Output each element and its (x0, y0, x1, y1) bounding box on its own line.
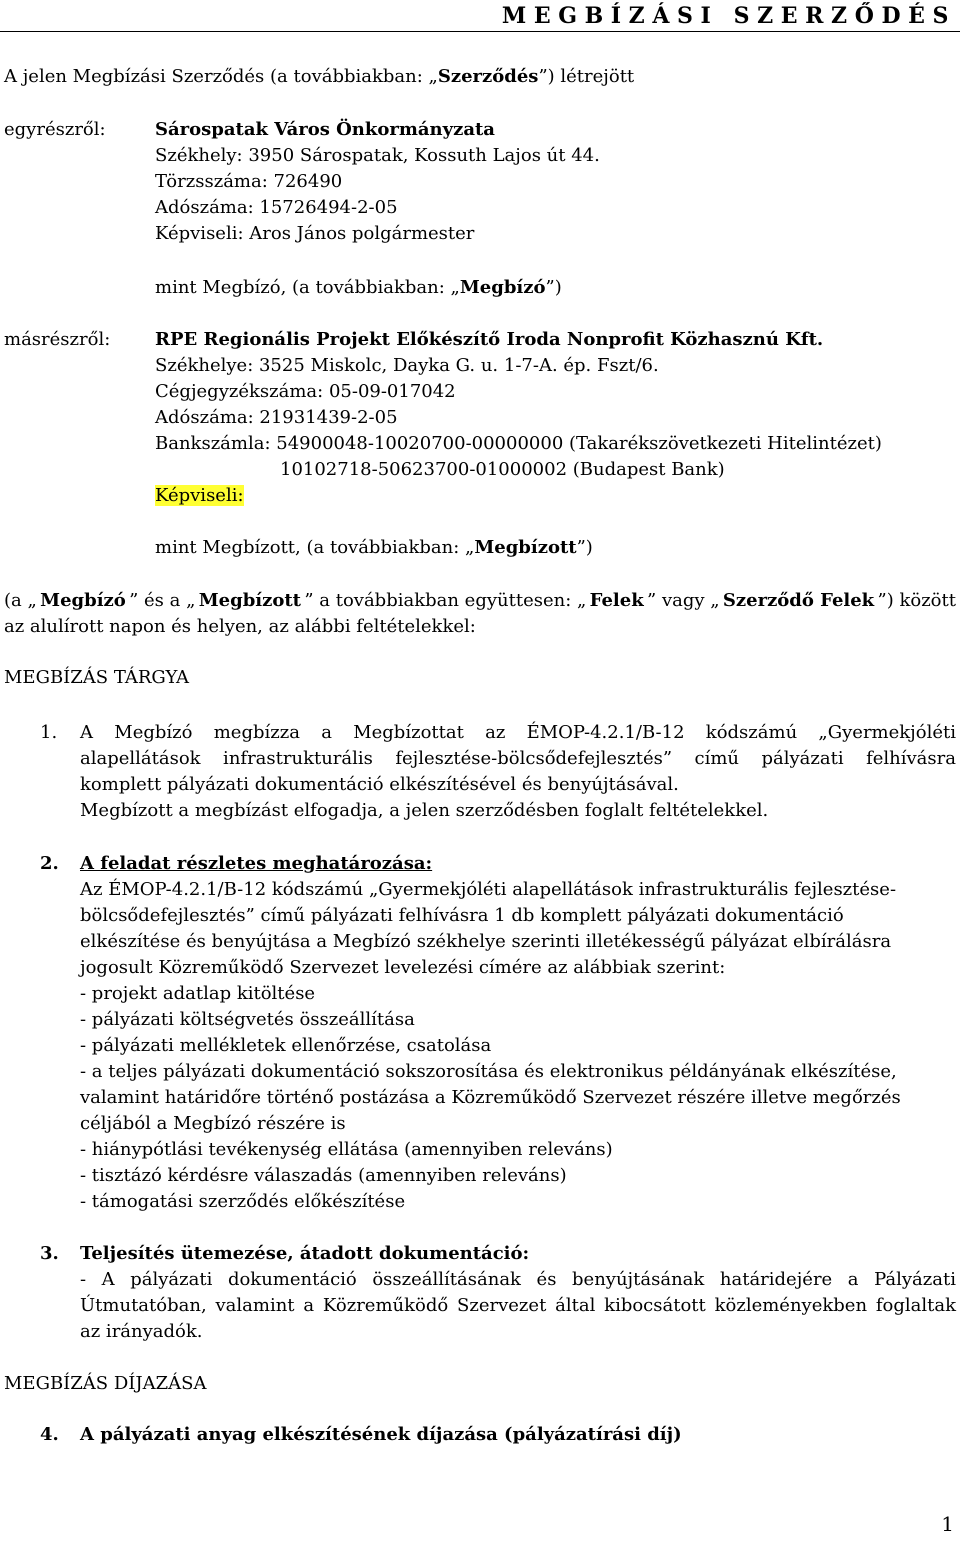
party1-side-label: egyrészről: (4, 119, 106, 140)
item1-number: 1. (40, 722, 58, 743)
section-heading-fee: MEGBÍZÁS DÍJAZÁSA (4, 1373, 207, 1394)
party2-line: Székhelye: 3525 Miskolc, Dayka G. u. 1-7-A. ép. Fszt/6. (155, 355, 659, 376)
party2-role-term: Megbízott (474, 537, 577, 558)
party2-line: Cégjegyzékszáma: 05-09-017042 (155, 381, 456, 402)
party2-line: Bankszámla: 54900048-10020700-00000000 (Takarékszövetkezeti Hitelintézet) (155, 433, 882, 454)
intro-term: Szerződés (437, 66, 539, 87)
section-heading-subject: MEGBÍZÁS TÁRGYA (4, 667, 189, 688)
item2-line: - tisztázó kérdésre válaszadás (amennyiben releváns) (80, 1165, 567, 1186)
party2-name: RPE Regionális Projekt Előkészítő Iroda Nonprofit Közhasznú Kft. (155, 329, 824, 350)
item2-heading: A feladat részletes meghatározása: (80, 853, 433, 874)
item2-number: 2. (40, 853, 59, 874)
item2-line: - hiánypótlási tevékenység ellátása (amennyiben releváns) (80, 1139, 613, 1160)
joint-term: Szerződő Felek (722, 590, 875, 611)
party1-role-text: mint Megbízó, (a továbbiakban: „ (155, 277, 460, 298)
intro-suffix: ”) létrejött (538, 66, 635, 87)
joint-text: (a „ (4, 590, 37, 611)
item2-line: elkészítése és benyújtása a Megbízó székhelye szerinti illetékességű pályázat elbírálásra (80, 931, 892, 952)
item2-line: - a teljes pályázati dokumentáció sokszorosítása és elektronikus példányának elkészítése, (80, 1061, 897, 1082)
party2-representative (155, 483, 244, 509)
joint-line (4, 588, 956, 614)
party2-role-suffix: ”) (576, 537, 593, 558)
party1-details (155, 143, 600, 247)
item4-heading: A pályázati anyag elkészítésének díjazása (pályázatírási díj) (80, 1424, 682, 1445)
party2-details (155, 353, 882, 457)
party1-role (155, 275, 562, 301)
party1-line: Adószáma: 15726494-2-05 (155, 197, 398, 218)
joint-text: ” és a „ (129, 590, 196, 611)
party2-side-label: másrészről: (4, 329, 111, 350)
item2-body (80, 877, 901, 1215)
party2-role-text: mint Megbízott, (a továbbiakban: „ (155, 537, 475, 558)
item2-line: - támogatási szerződés előkészítése (80, 1191, 406, 1212)
joint-text: ” a továbbiakban együttesen: „ (304, 590, 587, 611)
party2-bank2: 10102718-50623700-01000002 (Budapest Bank) (280, 459, 725, 480)
representative-label: Képviseli: (155, 485, 244, 506)
party1-line: Székhely: 3950 Sárospatak, Kossuth Lajos út 44. (155, 145, 600, 166)
item3-heading: Teljesítés ütemezése, átadott dokumentáció: (80, 1243, 530, 1264)
joint-text: ” vagy „ (647, 590, 720, 611)
party2-role (155, 535, 593, 561)
item1-paragraph2: Megbízott a megbízást elfogadja, a jelen szerződésben foglalt feltételekkel. (80, 800, 769, 821)
party1-role-term: Megbízó (459, 277, 546, 298)
party1-line: Törzsszáma: 726490 (155, 171, 343, 192)
party1-name: Sárospatak Város Önkormányzata (155, 119, 495, 140)
item3-paragraph: - A pályázati dokumentáció összeállításának és benyújtásának határidejére a Pályázati Útmutatóban, valamint a Közreműködő Szervezet által kibocsátott közleményekben foglaltak az irányadók. (80, 1269, 956, 1342)
joint-term: Felek (589, 590, 644, 611)
item2-line: jogosult Közreműködő Szervezet levelezési címére az alábbiak szerint: (80, 957, 726, 978)
intro-text: A jelen Megbízási Szerződés (a továbbiakban: „ (4, 66, 438, 87)
item2-line: céljából a Megbízó részére is (80, 1113, 346, 1134)
item2-line: valamint határidőre történő postázása a Közreműködő Szervezet részére illetve megőrzés (80, 1087, 901, 1108)
item4-number: 4. (40, 1424, 59, 1445)
item2-line: - pályázati költségvetés összeállítása (80, 1009, 415, 1030)
item3-number: 3. (40, 1243, 59, 1264)
item2-line: - projekt adatlap kitöltése (80, 983, 316, 1004)
joint-text: ”) között (877, 590, 956, 611)
joint-term: Megbízott (198, 590, 301, 611)
intro-line (4, 64, 634, 90)
party1-role-suffix: ”) (545, 277, 562, 298)
item2-line: bölcsődefejlesztés” című pályázati felhívásra 1 db komplett pályázati dokumentáció (80, 905, 844, 926)
title-rule (0, 31, 960, 32)
joint-line2: az alulírott napon és helyen, az alábbi feltételekkel: (4, 616, 476, 637)
document-title: MEGBÍZÁSI SZERZŐDÉS (501, 3, 956, 29)
item2-line: Az ÉMOP-4.2.1/B-12 kódszámú „Gyermekjóléti alapellátások infrastrukturális fejlesztése- (80, 879, 897, 900)
item2-line: - pályázati mellékletek ellenőrzése, csatolása (80, 1035, 492, 1056)
page-number: 1 (941, 1512, 954, 1536)
party1-line: Képviseli: Aros János polgármester (155, 223, 475, 244)
party2-line: Adószáma: 21931439-2-05 (155, 407, 398, 428)
item1-paragraph: A Megbízó megbízza a Megbízottat az ÉMOP-4.2.1/B-12 kódszámú „Gyermekjóléti alapellátások infrastrukturális fejlesztése-bölcsődefejlesztés” című pályázati felhívásra komplett pályázati dokumentáció elkészítésével és benyújtásával. (80, 722, 956, 795)
joint-term: Megbízó (40, 590, 126, 611)
